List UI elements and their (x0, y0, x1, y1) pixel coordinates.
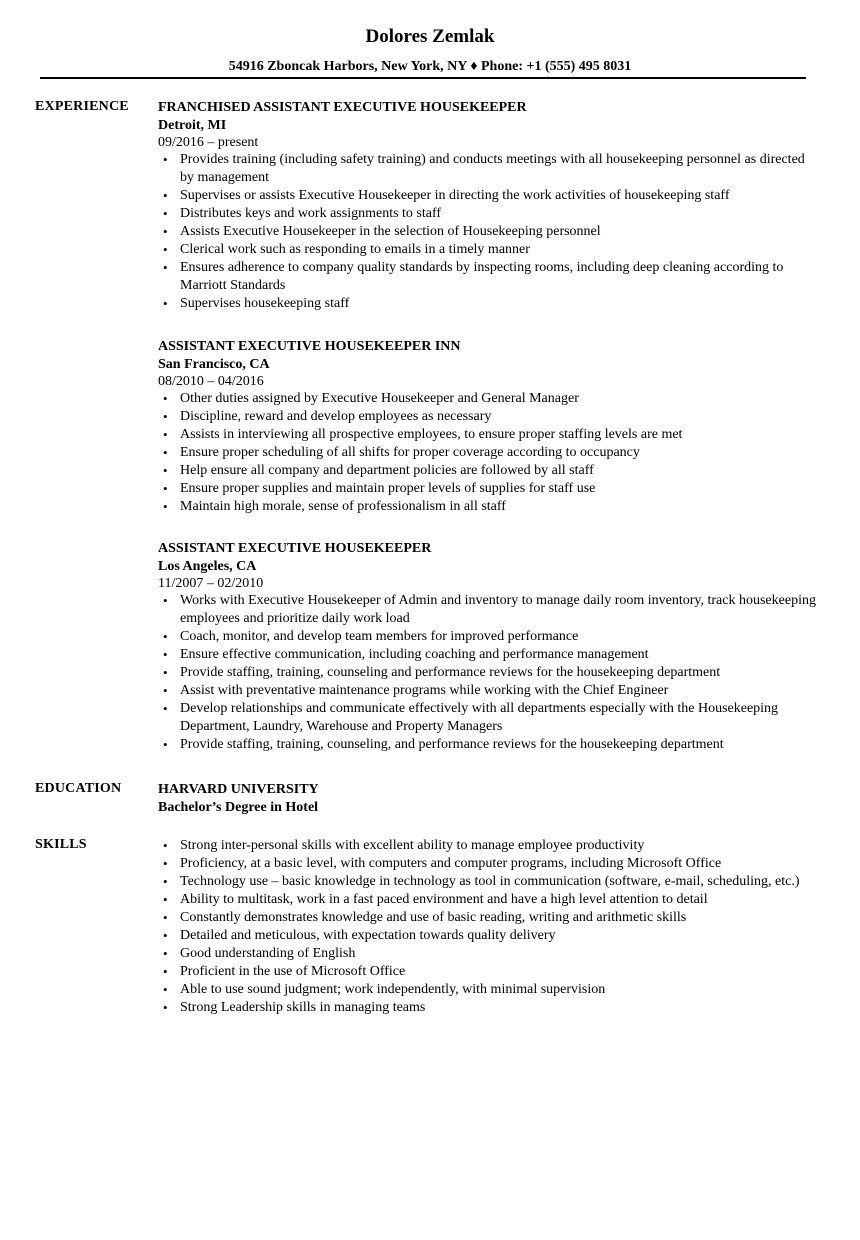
job-dates: 11/2007 – 02/2010 (158, 576, 264, 591)
job-location: San Francisco, CA (158, 357, 270, 372)
list-item: • Provides training (including safety training) and conducts meetings with all housekeeping personnel as directed by management (180, 151, 818, 187)
job-bullets (158, 151, 818, 313)
list-item: • Clerical work such as responding to emails in a timely manner (180, 241, 818, 259)
skills-entry (158, 837, 818, 1017)
job-location: Los Angeles, CA (158, 559, 257, 574)
list-item: • Discipline, reward and develop employees as necessary (180, 408, 818, 426)
list-item: • Supervises or assists Executive Housekeeper in directing the work activities of housekeeping staff (180, 187, 818, 205)
list-item: • Detailed and meticulous, with expectation towards quality delivery (180, 927, 818, 945)
education-entry (158, 781, 818, 817)
job-entry (158, 99, 818, 313)
list-item: • Assists Executive Housekeeper in the selection of Housekeeping personnel (180, 223, 818, 241)
job-title: ASSISTANT EXECUTIVE HOUSEKEEPER INN (158, 339, 461, 354)
list-item: • Ensures adherence to company quality standards by inspecting rooms, including deep cleaning according to Marriott Standards (180, 259, 818, 295)
job-title: FRANCHISED ASSISTANT EXECUTIVE HOUSEKEEPER (158, 100, 527, 115)
list-item: • Assists in interviewing all prospective employees, to ensure proper staffing levels are met (180, 426, 818, 444)
list-item: • Ensure proper supplies and maintain proper levels of supplies for staff use (180, 480, 818, 498)
school-name: HARVARD UNIVERSITY (158, 782, 319, 797)
list-item: • Provide staffing, training, counseling and performance reviews for the housekeeping department (180, 664, 818, 682)
job-location: Detroit, MI (158, 118, 227, 133)
list-item: • Constantly demonstrates knowledge and use of basic reading, writing and arithmetic skills (180, 909, 818, 927)
degree: Bachelor’s Degree in Hotel (158, 800, 319, 815)
job-title: ASSISTANT EXECUTIVE HOUSEKEEPER (158, 541, 432, 556)
job-dates: 08/2010 – 04/2016 (158, 374, 264, 389)
list-item: • Other duties assigned by Executive Housekeeper and General Manager (180, 390, 818, 408)
list-item: • Proficient in the use of Microsoft Office (180, 963, 818, 981)
list-item: • Provide staffing, training, counseling, and performance reviews for the housekeeping department (180, 736, 818, 754)
candidate-name: Dolores Zemlak (365, 26, 495, 47)
job-bullets (158, 390, 818, 516)
experience-section-title: EXPERIENCE (35, 99, 129, 114)
list-item: • Develop relationships and communicate effectively with all departments especially with the Housekeeping Department, Laundry, Warehouse and Property Managers (180, 700, 818, 736)
skills-section-title: SKILLS (35, 837, 87, 852)
list-item: • Ensure effective communication, including coaching and performance management (180, 646, 818, 664)
job-bullets (158, 592, 818, 754)
list-item: • Maintain high morale, sense of professionalism in all staff (180, 498, 818, 516)
list-item: • Ensure proper scheduling of all shifts for proper coverage according to occupancy (180, 444, 818, 462)
list-item: • Distributes keys and work assignments to staff (180, 205, 818, 223)
list-item: • Help ensure all company and department policies are followed by all staff (180, 462, 818, 480)
list-item: • Ability to multitask, work in a fast paced environment and have a high level attention to detail (180, 891, 818, 909)
job-entry (158, 338, 818, 516)
list-item: • Good understanding of English (180, 945, 818, 963)
list-item: • Supervises housekeeping staff (180, 295, 818, 313)
job-dates: 09/2016 – present (158, 135, 259, 150)
header-divider (40, 77, 806, 79)
list-item: • Proficiency, at a basic level, with computers and computer programs, including Microsoft Office (180, 855, 818, 873)
list-item: • Able to use sound judgment; work independently, with minimal supervision (180, 981, 818, 999)
list-item: • Works with Executive Housekeeper of Admin and inventory to manage daily room inventory, track housekeeping employees and prioritize daily work load (180, 592, 818, 628)
contact-line: 54916 Zboncak Harbors, New York, NY ♦ Phone: +1 (555) 495 8031 (228, 59, 632, 74)
list-item: • Coach, monitor, and develop team members for improved performance (180, 628, 818, 646)
job-entry (158, 540, 818, 754)
list-item: • Strong Leadership skills in managing teams (180, 999, 818, 1017)
skills-list (158, 837, 818, 1017)
list-item: • Strong inter-personal skills with excellent ability to manage employee productivity (180, 837, 818, 855)
education-section-title: EDUCATION (35, 781, 122, 796)
list-item: • Assist with preventative maintenance programs while working with the Chief Engineer (180, 682, 818, 700)
list-item: • Technology use – basic knowledge in technology as tool in communication (software, e-mail, scheduling, etc.) (180, 873, 818, 891)
